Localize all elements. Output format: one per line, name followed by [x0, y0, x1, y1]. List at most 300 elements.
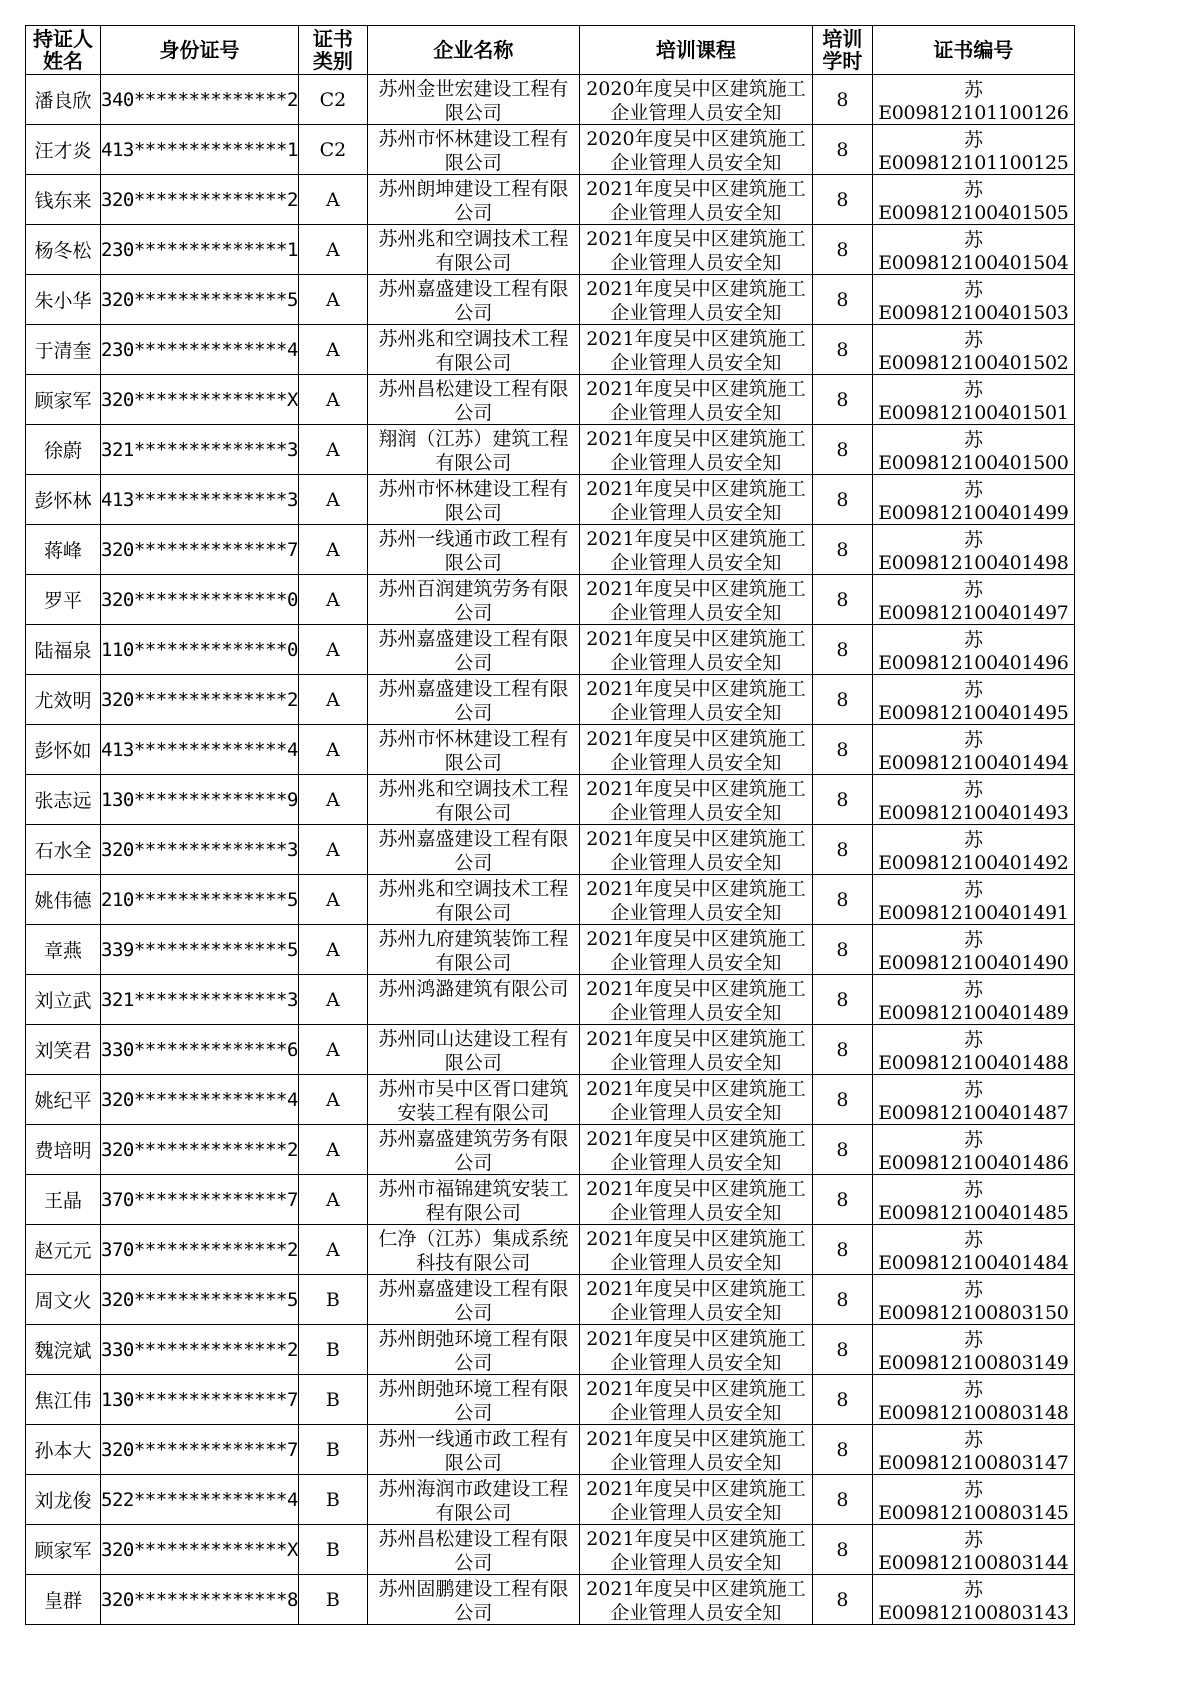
cell-holder-name-text: 焦江伟	[34, 1390, 92, 1412]
cell-id-number	[101, 925, 299, 975]
cell-id-number	[101, 425, 299, 475]
table-row	[26, 475, 1075, 525]
cell-cert-number	[872, 225, 1074, 275]
cell-cert-category	[298, 325, 367, 375]
cell-hours	[812, 925, 872, 975]
table-header	[26, 26, 1075, 75]
cell-hours	[812, 175, 872, 225]
cell-cert-number-text: 苏E009812100401505	[878, 179, 1069, 224]
cell-holder-name-text: 章燕	[43, 940, 82, 962]
cell-id-number-text: 330**************2	[101, 1338, 298, 1361]
table-row	[26, 1525, 1075, 1575]
cell-hours-text: 8	[836, 338, 849, 361]
cell-id-number-text: 321**************3	[101, 988, 298, 1011]
cell-hours-text: 8	[836, 538, 849, 561]
header-id-number-label: 身份证号	[159, 38, 240, 62]
cell-holder-name	[26, 1175, 101, 1225]
cell-id-number	[101, 375, 299, 425]
cell-hours	[812, 1075, 872, 1125]
cell-cert-number-text: 苏E009812100401499	[878, 479, 1069, 524]
cell-cert-category-text: A	[326, 788, 340, 811]
cell-course	[579, 275, 812, 325]
cell-holder-name-text: 杨冬松	[34, 240, 92, 262]
cell-course	[579, 525, 812, 575]
cell-holder-name	[26, 925, 101, 975]
cell-holder-name	[26, 1475, 101, 1525]
cell-company	[367, 1425, 579, 1475]
cell-cert-number	[872, 375, 1074, 425]
cell-cert-number-text: 苏E009812100401502	[878, 329, 1069, 374]
cell-company	[367, 1525, 579, 1575]
cell-hours	[812, 425, 872, 475]
cell-course	[579, 175, 812, 225]
table-row	[26, 1475, 1075, 1525]
cell-company	[367, 1175, 579, 1225]
cell-course-text: 2021年度吴中区建筑施工企业管理人员安全知	[586, 1577, 806, 1623]
cell-holder-name	[26, 375, 101, 425]
header-holder-name-line1: 持证人	[33, 27, 93, 51]
cell-cert-number	[872, 1575, 1074, 1625]
header-course	[579, 26, 812, 75]
cell-id-number-text: 130**************9	[101, 788, 298, 811]
cell-holder-name-text: 费培明	[34, 1140, 92, 1162]
cell-course	[579, 625, 812, 675]
cell-id-number-text: 320**************X	[101, 388, 298, 411]
cell-cert-number-text: 苏E009812101100126	[878, 79, 1069, 124]
cell-company-text: 苏州昌松建设工程有限公司	[378, 1527, 569, 1573]
cell-holder-name	[26, 475, 101, 525]
cell-company-text: 苏州海润市政建设工程有限公司	[378, 1477, 569, 1523]
cell-course-text: 2021年度吴中区建筑施工企业管理人员安全知	[586, 727, 806, 773]
cell-cert-category	[298, 1275, 367, 1325]
table-row	[26, 875, 1075, 925]
header-cert-category-line2: 类别	[312, 49, 353, 73]
cell-company-text: 苏州兆和空调技术工程有限公司	[378, 777, 569, 823]
cell-hours-text: 8	[836, 138, 849, 161]
cell-holder-name	[26, 525, 101, 575]
cell-id-number-text: 320**************7	[101, 1438, 298, 1461]
cell-course-text: 2021年度吴中区建筑施工企业管理人员安全知	[586, 1027, 806, 1073]
cell-company-text: 苏州一线通市政工程有限公司	[378, 1427, 569, 1473]
cell-cert-number	[872, 1125, 1074, 1175]
cell-id-number-text: 339**************5	[101, 938, 298, 961]
certificate-table	[25, 25, 1075, 1625]
cell-course	[579, 1475, 812, 1525]
cell-course-text: 2021年度吴中区建筑施工企业管理人员安全知	[586, 977, 806, 1023]
cell-cert-category-text: C2	[319, 88, 347, 111]
cell-id-number	[101, 725, 299, 775]
cell-hours	[812, 1125, 872, 1175]
cell-course	[579, 125, 812, 175]
cell-holder-name-text: 顾家军	[34, 1540, 92, 1562]
cell-cert-category-text: A	[326, 1188, 340, 1211]
cell-cert-number-text: 苏E009812100401485	[878, 1179, 1069, 1224]
cell-company-text: 苏州固鹏建设工程有限公司	[378, 1577, 569, 1623]
cell-cert-category	[298, 775, 367, 825]
cell-course-text: 2021年度吴中区建筑施工企业管理人员安全知	[586, 677, 806, 723]
cell-id-number-text: 320**************X	[101, 1538, 298, 1561]
cell-holder-name	[26, 825, 101, 875]
cell-holder-name-text: 张志远	[34, 790, 92, 812]
cell-company	[367, 875, 579, 925]
cell-cert-category-text: A	[326, 638, 340, 661]
cell-cert-number	[872, 825, 1074, 875]
cell-course	[579, 1275, 812, 1325]
cell-id-number-text: 320**************2	[101, 688, 298, 711]
cell-hours	[812, 325, 872, 375]
cell-cert-number-text: 苏E009812100401493	[878, 779, 1069, 824]
cell-cert-category-text: A	[326, 438, 340, 461]
cell-cert-category	[298, 375, 367, 425]
cell-id-number-text: 413**************3	[101, 488, 298, 511]
table-row	[26, 675, 1075, 725]
cell-cert-number-text: 苏E009812100401486	[878, 1129, 1069, 1174]
cell-hours	[812, 1525, 872, 1575]
cell-company	[367, 525, 579, 575]
cell-course	[579, 1125, 812, 1175]
header-cert-category-line1: 证书	[312, 27, 353, 51]
table-row	[26, 975, 1075, 1025]
cell-course	[579, 825, 812, 875]
cell-hours-text: 8	[836, 438, 849, 461]
cell-company-text: 苏州同山达建设工程有限公司	[378, 1027, 569, 1073]
cell-hours-text: 8	[836, 1038, 849, 1061]
cell-company-text: 苏州嘉盛建设工程有限公司	[378, 1277, 569, 1323]
cell-cert-category	[298, 525, 367, 575]
cell-course	[579, 475, 812, 525]
cell-company	[367, 1125, 579, 1175]
cell-hours-text: 8	[836, 188, 849, 211]
cell-cert-category	[298, 75, 367, 125]
cell-cert-category	[298, 1525, 367, 1575]
cell-cert-number	[872, 1425, 1074, 1475]
cell-company	[367, 925, 579, 975]
cell-cert-number	[872, 75, 1074, 125]
cell-company-text: 苏州嘉盛建设工程有限公司	[378, 277, 569, 323]
cell-cert-category-text: A	[326, 1038, 340, 1061]
cell-cert-number	[872, 1025, 1074, 1075]
cell-company	[367, 225, 579, 275]
cell-cert-category-text: A	[326, 288, 340, 311]
cell-id-number	[101, 525, 299, 575]
cell-cert-category-text: B	[325, 1338, 340, 1361]
cell-hours	[812, 575, 872, 625]
cell-cert-number	[872, 1325, 1074, 1375]
cell-cert-number-text: 苏E009812100401496	[878, 629, 1069, 674]
cell-holder-name-text: 陆福泉	[34, 640, 92, 662]
cell-cert-category-text: B	[325, 1388, 340, 1411]
cell-hours	[812, 1575, 872, 1625]
cell-id-number	[101, 1375, 299, 1425]
cell-course-text: 2020年度吴中区建筑施工企业管理人员安全知	[586, 127, 806, 173]
cell-id-number-text: 413**************1	[101, 138, 298, 161]
header-hours-line2: 学时	[822, 49, 863, 73]
cell-holder-name	[26, 1225, 101, 1275]
table-row	[26, 575, 1075, 625]
cell-id-number	[101, 1325, 299, 1375]
cell-cert-number	[872, 775, 1074, 825]
cell-hours	[812, 375, 872, 425]
cell-cert-category	[298, 1325, 367, 1375]
cell-id-number	[101, 275, 299, 325]
cell-cert-category	[298, 1125, 367, 1175]
cell-cert-category-text: A	[326, 1138, 340, 1161]
cell-holder-name-text: 孙本大	[34, 1440, 92, 1462]
cell-cert-number-text: 苏E009812100401500	[878, 429, 1069, 474]
cell-course-text: 2021年度吴中区建筑施工企业管理人员安全知	[586, 277, 806, 323]
cell-cert-number	[872, 125, 1074, 175]
cell-hours-text: 8	[836, 638, 849, 661]
cell-company	[367, 1475, 579, 1525]
cell-hours-text: 8	[836, 288, 849, 311]
header-course-label: 培训课程	[655, 38, 736, 62]
cell-cert-category	[298, 1425, 367, 1475]
header-cert-number	[872, 26, 1074, 75]
cell-hours-text: 8	[836, 1338, 849, 1361]
cell-cert-category-text: A	[326, 838, 340, 861]
cell-holder-name	[26, 625, 101, 675]
cell-company-text: 苏州百润建筑劳务有限公司	[378, 577, 569, 623]
cell-cert-number-text: 苏E009812100803144	[878, 1529, 1069, 1574]
cell-course	[579, 925, 812, 975]
header-row	[26, 26, 1075, 75]
cell-company	[367, 625, 579, 675]
cell-course	[579, 1075, 812, 1125]
cell-company	[367, 475, 579, 525]
cell-cert-category-text: B	[325, 1538, 340, 1561]
cell-cert-number-text: 苏E009812100401497	[878, 579, 1069, 624]
table-row	[26, 375, 1075, 425]
cell-hours	[812, 525, 872, 575]
cell-id-number-text: 320**************8	[101, 1588, 298, 1611]
cell-hours	[812, 1275, 872, 1325]
cell-company-text: 苏州兆和空调技术工程有限公司	[378, 227, 569, 273]
table-body	[26, 75, 1075, 1625]
cell-cert-category	[298, 125, 367, 175]
cell-cert-category-text: B	[325, 1588, 340, 1611]
cell-cert-category	[298, 175, 367, 225]
cell-id-number	[101, 975, 299, 1025]
cell-cert-number	[872, 1075, 1074, 1125]
cell-holder-name	[26, 175, 101, 225]
cell-course-text: 2021年度吴中区建筑施工企业管理人员安全知	[586, 1227, 806, 1273]
cell-id-number-text: 320**************5	[101, 1288, 298, 1311]
cell-id-number	[101, 325, 299, 375]
cell-course	[579, 875, 812, 925]
cell-id-number-text: 321**************3	[101, 438, 298, 461]
cell-cert-number	[872, 725, 1074, 775]
cell-hours-text: 8	[836, 1288, 849, 1311]
cell-holder-name-text: 蒋峰	[43, 540, 82, 562]
cell-cert-number	[872, 275, 1074, 325]
cell-holder-name-text: 顾家军	[34, 390, 92, 412]
cell-holder-name	[26, 1275, 101, 1325]
cell-id-number-text: 320**************3	[101, 838, 298, 861]
cell-cert-category-text: A	[326, 188, 340, 211]
cell-holder-name-text: 彭怀林	[34, 490, 92, 512]
cell-id-number	[101, 1025, 299, 1075]
cell-holder-name-text: 钱东来	[34, 190, 92, 212]
cell-cert-category	[298, 825, 367, 875]
cell-cert-number-text: 苏E009812101100125	[878, 129, 1069, 174]
cell-id-number	[101, 625, 299, 675]
cell-cert-category	[298, 275, 367, 325]
table-row	[26, 1075, 1075, 1125]
cell-id-number	[101, 575, 299, 625]
table-row	[26, 1425, 1075, 1475]
header-holder-name	[26, 26, 101, 75]
cell-cert-category-text: A	[326, 588, 340, 611]
cell-cert-number	[872, 525, 1074, 575]
cell-id-number-text: 320**************2	[101, 1138, 298, 1161]
cell-company-text: 苏州市怀林建设工程有限公司	[378, 727, 569, 773]
cell-id-number	[101, 1225, 299, 1275]
cell-course	[579, 1225, 812, 1275]
cell-id-number	[101, 825, 299, 875]
cell-company-text: 苏州鸿潞建筑有限公司	[378, 977, 569, 1000]
cell-cert-category	[298, 675, 367, 725]
cell-cert-category-text: A	[326, 888, 340, 911]
cell-id-number	[101, 1525, 299, 1575]
cell-holder-name	[26, 1375, 101, 1425]
cell-hours-text: 8	[836, 938, 849, 961]
cell-course-text: 2021年度吴中区建筑施工企业管理人员安全知	[586, 1277, 806, 1323]
cell-company-text: 苏州市怀林建设工程有限公司	[378, 127, 569, 173]
cell-course-text: 2021年度吴中区建筑施工企业管理人员安全知	[586, 777, 806, 823]
cell-course	[579, 425, 812, 475]
cell-cert-number-text: 苏E009812100401494	[878, 729, 1069, 774]
cell-hours-text: 8	[836, 688, 849, 711]
cell-company	[367, 825, 579, 875]
cell-company	[367, 125, 579, 175]
cell-holder-name-text: 刘立武	[34, 990, 92, 1012]
cell-holder-name	[26, 1425, 101, 1475]
cell-company-text: 苏州九府建筑装饰工程有限公司	[378, 927, 569, 973]
cell-hours-text: 8	[836, 1488, 849, 1511]
cell-course-text: 2021年度吴中区建筑施工企业管理人员安全知	[586, 477, 806, 523]
cell-id-number	[101, 675, 299, 725]
cell-cert-category	[298, 925, 367, 975]
cell-hours	[812, 125, 872, 175]
cell-hours	[812, 975, 872, 1025]
cell-course	[579, 375, 812, 425]
cell-id-number	[101, 875, 299, 925]
table-row	[26, 225, 1075, 275]
cell-course	[579, 1375, 812, 1425]
cell-hours-text: 8	[836, 1538, 849, 1561]
cell-cert-category-text: B	[325, 1488, 340, 1511]
cell-course	[579, 325, 812, 375]
cell-cert-number-text: 苏E009812100803145	[878, 1479, 1069, 1524]
cell-hours	[812, 875, 872, 925]
cell-cert-number-text: 苏E009812100803150	[878, 1279, 1069, 1324]
cell-holder-name-text: 石水全	[34, 840, 92, 862]
cell-course	[579, 1575, 812, 1625]
cell-company-text: 苏州嘉盛建设工程有限公司	[378, 677, 569, 723]
cell-hours-text: 8	[836, 738, 849, 761]
cell-company-text: 苏州嘉盛建设工程有限公司	[378, 627, 569, 673]
cell-cert-category	[298, 1175, 367, 1225]
cell-holder-name	[26, 225, 101, 275]
cell-cert-number	[872, 675, 1074, 725]
cell-id-number	[101, 1125, 299, 1175]
cell-company-text: 苏州兆和空调技术工程有限公司	[378, 877, 569, 923]
cell-cert-category	[298, 725, 367, 775]
cell-company	[367, 75, 579, 125]
cell-company-text: 苏州朗弛环境工程有限公司	[378, 1377, 569, 1423]
table-row	[26, 1325, 1075, 1375]
cell-cert-number-text: 苏E009812100401490	[878, 929, 1069, 974]
cell-cert-number	[872, 475, 1074, 525]
cell-hours-text: 8	[836, 1088, 849, 1111]
cell-cert-category-text: A	[326, 388, 340, 411]
header-cert-category	[298, 26, 367, 75]
table-row	[26, 1175, 1075, 1225]
cell-course-text: 2021年度吴中区建筑施工企业管理人员安全知	[586, 1077, 806, 1123]
cell-id-number	[101, 75, 299, 125]
cell-company-text: 苏州兆和空调技术工程有限公司	[378, 327, 569, 373]
cell-course-text: 2021年度吴中区建筑施工企业管理人员安全知	[586, 627, 806, 673]
cell-company	[367, 725, 579, 775]
cell-id-number-text: 230**************4	[101, 338, 298, 361]
cell-company	[367, 375, 579, 425]
cell-id-number-text: 320**************5	[101, 288, 298, 311]
table-row	[26, 75, 1075, 125]
cell-hours	[812, 225, 872, 275]
cell-hours	[812, 1225, 872, 1275]
cell-id-number-text: 320**************2	[101, 188, 298, 211]
cell-company	[367, 325, 579, 375]
table-row	[26, 1275, 1075, 1325]
cell-cert-number	[872, 925, 1074, 975]
cell-course-text: 2021年度吴中区建筑施工企业管理人员安全知	[586, 427, 806, 473]
cell-cert-number-text: 苏E009812100803147	[878, 1429, 1069, 1474]
cell-holder-name-text: 徐蔚	[43, 440, 82, 462]
cell-hours-text: 8	[836, 1438, 849, 1461]
cell-course-text: 2021年度吴中区建筑施工企业管理人员安全知	[586, 1327, 806, 1373]
cell-company-text: 苏州一线通市政工程有限公司	[378, 527, 569, 573]
cell-hours-text: 8	[836, 1588, 849, 1611]
cell-course-text: 2021年度吴中区建筑施工企业管理人员安全知	[586, 327, 806, 373]
cell-id-number-text: 330**************6	[101, 1038, 298, 1061]
cell-cert-number	[872, 1375, 1074, 1425]
cell-company-text: 苏州嘉盛建设工程有限公司	[378, 827, 569, 873]
cell-company-text: 苏州嘉盛建筑劳务有限公司	[378, 1127, 569, 1173]
cell-id-number	[101, 1175, 299, 1225]
header-holder-name-line2: 姓名	[43, 49, 83, 73]
cell-cert-category	[298, 975, 367, 1025]
cell-cert-category	[298, 1475, 367, 1525]
cell-course	[579, 1425, 812, 1475]
cell-hours-text: 8	[836, 388, 849, 411]
cell-holder-name-text: 赵元元	[34, 1240, 92, 1262]
cell-cert-category-text: C2	[319, 138, 347, 161]
cell-holder-name	[26, 1325, 101, 1375]
cell-holder-name	[26, 875, 101, 925]
cell-hours-text: 8	[836, 838, 849, 861]
cell-cert-number-text: 苏E009812100401504	[878, 229, 1069, 274]
cell-cert-category	[298, 1225, 367, 1275]
cell-holder-name-text: 魏浣斌	[34, 1340, 92, 1362]
cell-cert-number-text: 苏E009812100401503	[878, 279, 1069, 324]
cell-course	[579, 225, 812, 275]
cell-holder-name-text: 罗平	[43, 590, 82, 612]
cell-company	[367, 425, 579, 475]
cell-holder-name-text: 周文火	[34, 1290, 92, 1312]
cell-course-text: 2021年度吴中区建筑施工企业管理人员安全知	[586, 1477, 806, 1523]
cell-course	[579, 1175, 812, 1225]
cell-cert-category	[298, 425, 367, 475]
